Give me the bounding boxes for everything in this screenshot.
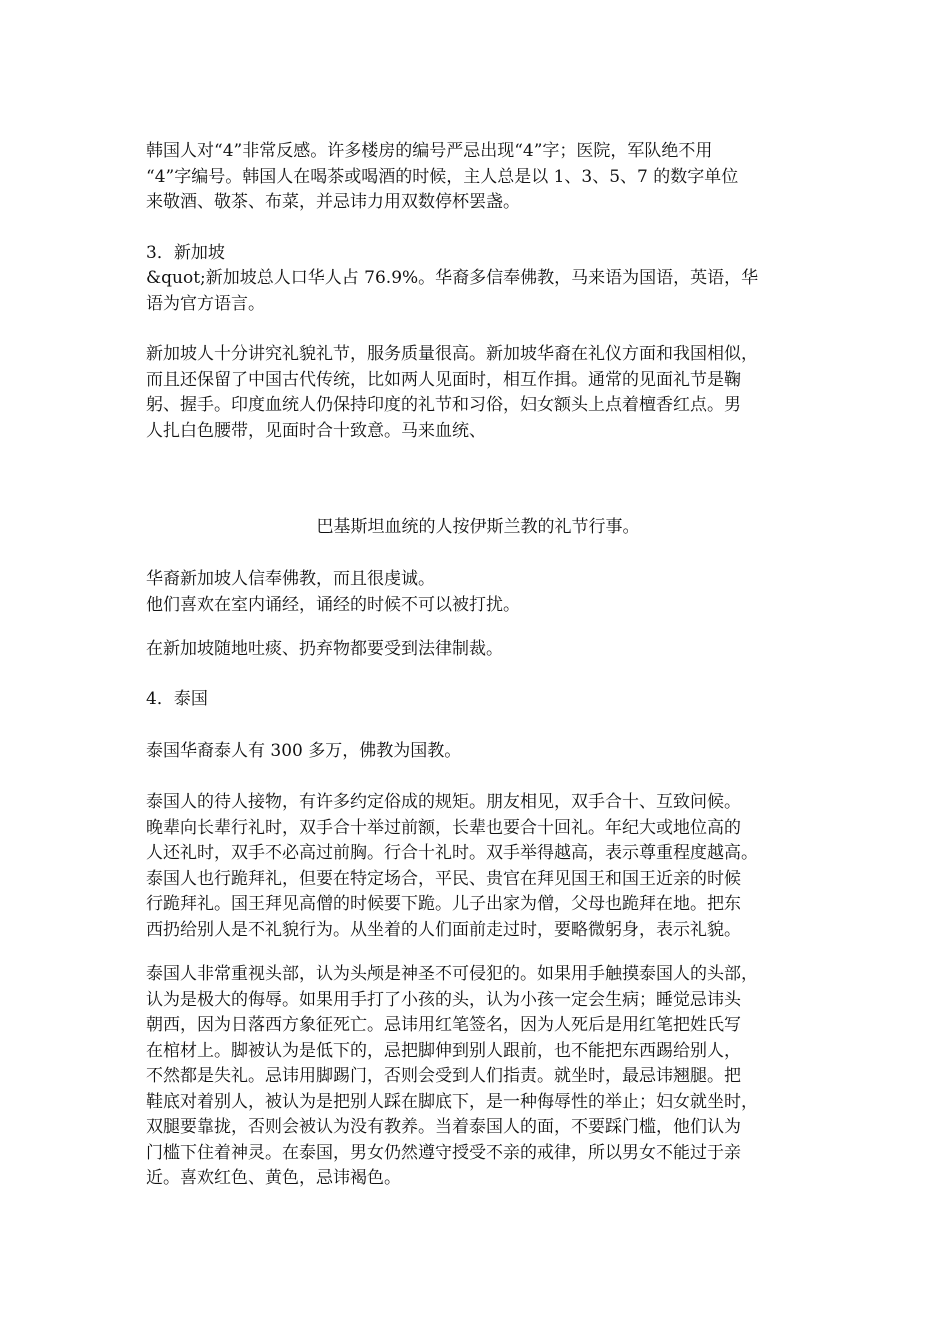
thailand-taboo-line: 泰国人非常重视头部，认为头颅是神圣不可侵犯的。如果用手触摸泰国人的头部， [146, 964, 758, 984]
korea-line: “4”字编号。韩国人在喝茶或喝酒的时候，主人总是以 1、3、5、7 的数字单位 [146, 166, 739, 187]
thailand-etiquette-line: 西扔给别人是不礼貌行为。从坐着的人们面前走过时，要略微躬身，表示礼貌。 [146, 919, 741, 940]
singapore-buddhism-paragraph [146, 567, 810, 618]
thailand-taboo-line: 门槛下住着神灵。在泰国，男女仍然遵守授受不亲的戒律，所以男女不能过于亲 [146, 1142, 741, 1163]
thailand-etiquette-paragraph [146, 790, 810, 943]
thailand-taboo-line: 不然都是失礼。忌讳用脚踢门，否则会受到人们指责。就坐时，最忌讳翘腿。把 [146, 1066, 741, 1086]
pakistani-line: 巴基斯坦血统的人按伊斯兰教的礼节行事。 [316, 517, 640, 537]
thailand-etiquette-line: 晚辈向长辈行礼时，双手合十举过前额，长辈也要合十回礼。年纪大或地位高的 [146, 817, 741, 838]
singapore-etiquette-paragraph [146, 342, 810, 444]
thailand-taboo-line: 朝西，因为日落西方象征死亡。忌讳用红笔签名，因为人死后是用红笔把姓氏写 [146, 1015, 741, 1035]
thailand-taboo-line: 近。喜欢红色、黄色，忌讳褐色。 [146, 1168, 401, 1188]
thailand-etiquette-line: 泰国人的待人接物，有许多约定俗成的规矩。朋友相见，双手合十、互致问候。 [146, 792, 741, 812]
singapore-buddhism-line: 华裔新加坡人信奉佛教，而且很虔诚。 [146, 569, 435, 589]
thailand-taboo-line: 认为是极大的侮辱。如果用手打了小孩的头，认为小孩一定会生病；睡觉忌讳头 [146, 989, 741, 1010]
thailand-etiquette-line: 人还礼时，双手不必高过前胸。行合十礼时。双手举得越高，表示尊重程度越高。 [146, 843, 758, 863]
thailand-heading: 4．泰国 [146, 689, 208, 709]
thailand-taboo-paragraph [146, 962, 810, 1192]
thailand-etiquette-line: 行跪拜礼。国王拜见高僧的时候要下跪。儿子出家为僧，父母也跪拜在地。把东 [146, 894, 741, 914]
singapore-intro-paragraph [146, 266, 810, 317]
singapore-law-paragraph: 在新加坡随地吐痰、扔弃物都要受到法律制裁。 [146, 639, 503, 659]
korea-line: 韩国人对“4”非常反感。许多楼房的编号严忌出现“4”字；医院，军队绝不用 [146, 141, 713, 161]
thailand-taboo-line: 在棺材上。脚被认为是低下的，忌把脚伸到别人跟前，也不能把东西踢给别人， [146, 1040, 741, 1061]
thailand-taboo-line: 双腿要靠拢，否则会被认为没有教养。当着泰国人的面，不要踩门槛，他们认为 [146, 1117, 741, 1137]
thailand-etiquette-line: 泰国人也行跪拜礼，但要在特定场合，平民、贵官在拜见国王和国王近亲的时候 [146, 868, 741, 889]
korea-paragraph [146, 139, 810, 216]
thailand-taboo-line: 鞋底对着别人，被认为是把别人踩在脚底下，是一种侮辱性的举止；妇女就坐时， [146, 1091, 758, 1112]
korea-line: 来敬酒、敬茶、布菜，并忌讳力用双数停杯罢盏。 [146, 192, 520, 212]
singapore-etiquette-line: 人扎白色腰带，见面时合十致意。马来血统、 [146, 420, 486, 441]
singapore-heading: 3．新加坡 [146, 243, 225, 263]
singapore-etiquette-line: 而且还保留了中国古代传统，比如两人见面时，相互作揖。通常的见面礼节是鞠 [146, 369, 741, 390]
thailand-population-paragraph: 泰国华裔泰人有 300 多万，佛教为国教。 [146, 741, 462, 761]
singapore-intro-line: &quot;新加坡总人口华人占 76.9%。华裔多信奉佛教，马来语为国语，英语，华 [146, 268, 759, 288]
singapore-etiquette-line: 新加坡人十分讲究礼貌礼节，服务质量很高。新加坡华裔在礼仪方面和我国相似， [146, 344, 758, 364]
singapore-etiquette-line: 躬、握手。印度血统人仍保持印度的礼节和习俗，妇女额头上点着檀香红点。男 [146, 395, 741, 415]
singapore-buddhism-line: 他们喜欢在室内诵经，诵经的时候不可以被打扰。 [146, 594, 520, 615]
singapore-intro-line: 语为官方语言。 [146, 293, 265, 314]
